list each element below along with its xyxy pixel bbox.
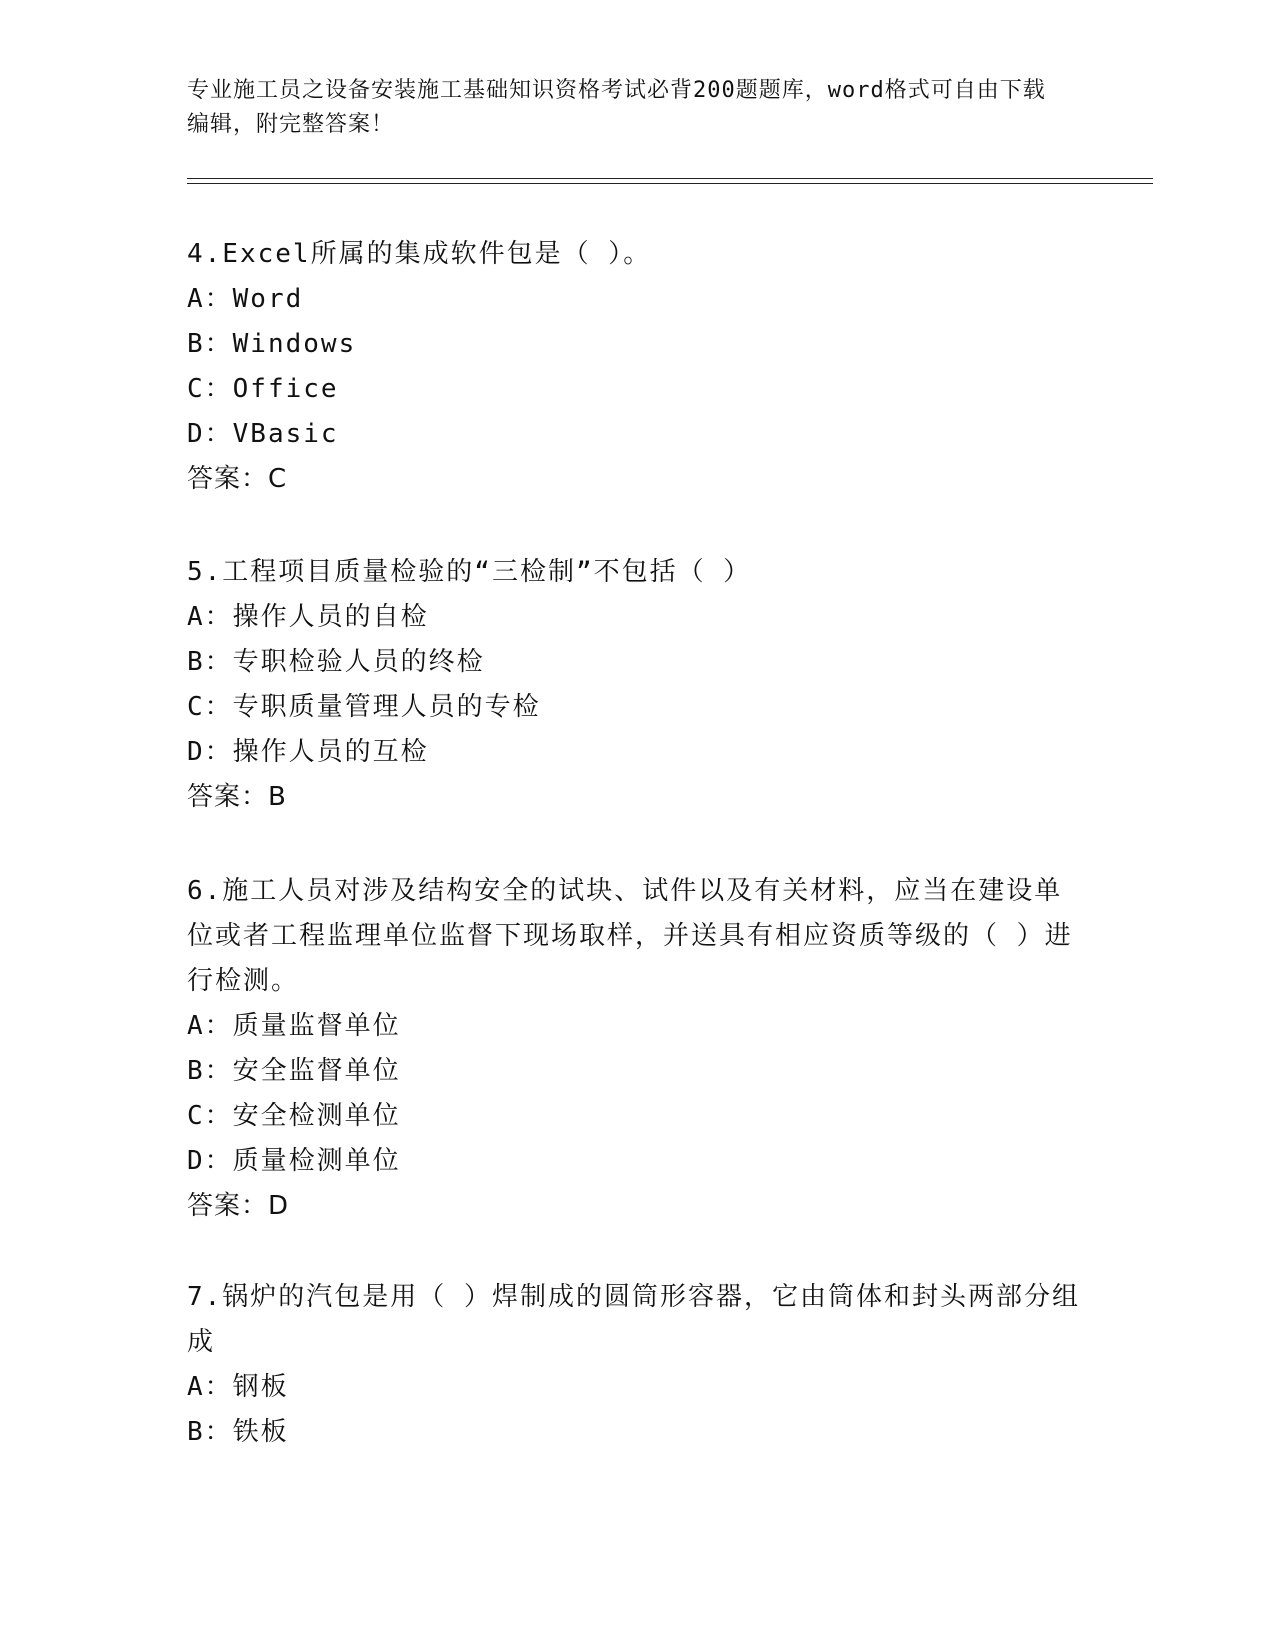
option-b: B：铁板 xyxy=(187,1417,289,1447)
option-a: A：Word xyxy=(187,284,304,314)
question-5 xyxy=(187,550,1087,820)
answer-key: 答案：C xyxy=(187,464,288,494)
option-d: D：VBasic xyxy=(187,419,339,449)
option-d: D：质量检测单位 xyxy=(187,1146,401,1176)
answer-key: 答案：D xyxy=(187,1191,290,1221)
option-b: B：安全监督单位 xyxy=(187,1056,401,1086)
question-stem: 4.Excel所属的集成软件包是（ ）。 xyxy=(187,239,652,269)
option-a: A：操作人员的自检 xyxy=(187,602,429,632)
option-b: B：Windows xyxy=(187,329,357,359)
header-divider-top xyxy=(187,178,1153,179)
answer-key: 答案：B xyxy=(187,782,287,812)
option-c: C：专职质量管理人员的专检 xyxy=(187,692,541,722)
question-stem: 6.施工人员对涉及结构安全的试块、试件以及有关材料，应当在建设单位或者工程监理单位监督下现场取样，并送具有相应资质等级的（ ）进行检测。 xyxy=(187,876,1073,996)
question-stem: 7.锅炉的汽包是用（ ）焊制成的圆筒形容器，它由筒体和封头两部分组成 xyxy=(187,1282,1080,1357)
option-c: C：Office xyxy=(187,374,339,404)
header-divider-bottom xyxy=(187,183,1153,184)
question-6 xyxy=(187,869,1087,1229)
question-stem: 5.工程项目质量检验的“三检制”不包括（ ） xyxy=(187,557,752,587)
option-b: B：专职检验人员的终检 xyxy=(187,647,485,677)
option-d: D：操作人员的互检 xyxy=(187,737,429,767)
option-a: A：质量监督单位 xyxy=(187,1011,401,1041)
option-c: C：安全检测单位 xyxy=(187,1101,401,1131)
question-7 xyxy=(187,1275,1087,1455)
document-title: 专业施工员之设备安装施工基础知识资格考试必背200题题库，word格式可自由下载编辑，附完整答案！ xyxy=(187,78,1046,137)
option-a: A：钢板 xyxy=(187,1372,289,1402)
question-4 xyxy=(187,232,1087,502)
